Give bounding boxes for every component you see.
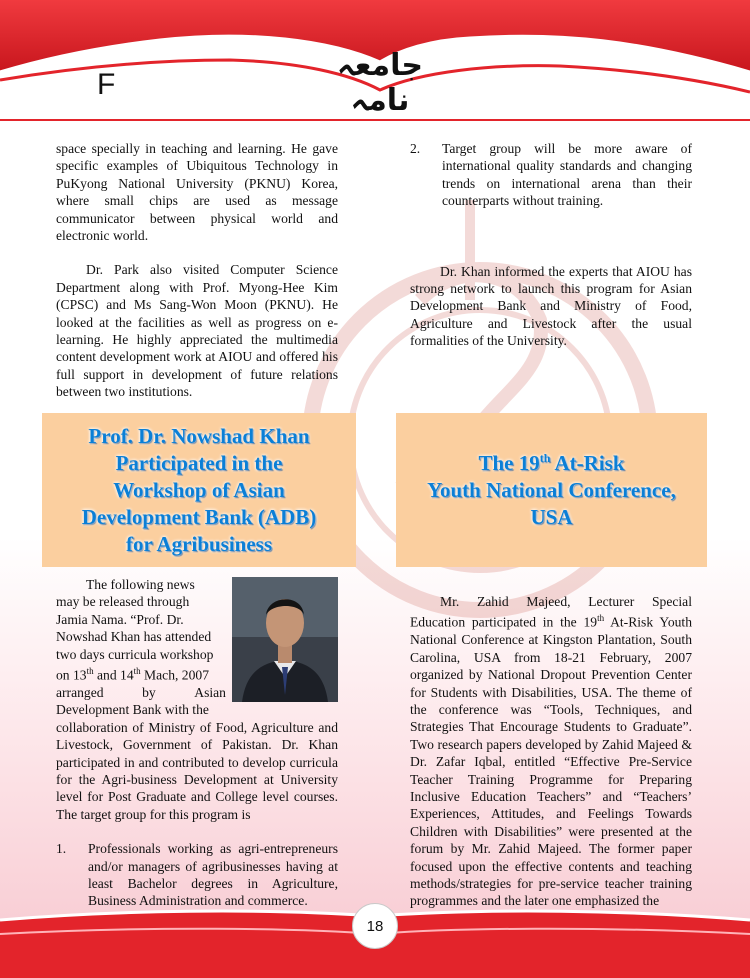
list-text: Professionals working as agri-entrepreneurs and/or managers of agribusinesses having at least Bachelor degrees in Agriculture, Business Administration and commerce. <box>88 841 338 909</box>
text-line: The following news <box>86 577 195 592</box>
paragraph: Dr. Khan informed the experts that AIOU has strong network to launch this program for Asian Development Bank and Ministry of Food, Agriculture and Livestock after the usual formalities of the University. <box>410 263 692 349</box>
headline-text: At-Risk <box>550 450 625 475</box>
text-line <box>56 684 226 701</box>
right-column-top <box>410 140 692 350</box>
headline-line: USA <box>530 504 573 529</box>
superscript: th <box>133 666 141 677</box>
list-item <box>410 140 692 210</box>
text-line: may be released through <box>56 594 190 610</box>
superscript: th <box>86 666 94 677</box>
right-story <box>410 593 692 910</box>
text: by <box>142 684 156 700</box>
left-column-top <box>56 140 338 401</box>
text: and 14 <box>93 667 134 683</box>
list-number: 2. <box>410 141 421 156</box>
headline-text: The 19 <box>478 450 540 475</box>
headline-box-right <box>396 413 707 567</box>
headline-line <box>427 450 676 477</box>
text-line: Jamia Nama. “Prof. Dr. <box>56 611 184 627</box>
headline-box-left <box>42 413 356 567</box>
paragraph: space specially in teaching and learning. He gave specific examples of Ubiquitous Technology in PuKyong National University (PKNU) Korea, where small chips are used as message communicator between physical world and electronic world. <box>56 141 338 244</box>
superscript: th <box>539 450 551 465</box>
paragraph: Dr. Park also visited Computer Science Department along with Prof. Myong-Hee Kim (CPSC) and Ms Sang-Won Moon (PKNU). He looked at the facilities as well as progress on e-learning. He highly appreciated the multimedia content development work at AIOU and offered his full support in development of future relations between two institutions. <box>56 262 338 400</box>
text-line: two days curricula workshop <box>56 646 214 662</box>
text: At-Risk Youth National Conference at Kingston Plantation, South Carolina, USA from 18-21 February, 2007 organized by National Dropout Prevention Center for Students with Disabilities, USA. The theme of the conference was “Tools, Techniques, and Strategies That Encourage Students to Graduate”. Two research papers developed by Zahid Majeed & Dr. Zafar Iqbal, entitled “Effective Pre-Service Teacher Training Programme for Preparing Inclusive Education Teachers” and “Teachers’ Experiences, Attitudes, and Feelings Towards Children with Disabilities” were presented at the forum by Mr. Zahid Majeed. The former paper focused upon the effective contents and teaching methods/strategies for pre-service teacher training programmes and the later one emphasized the <box>410 614 693 909</box>
text: Mr. Zahid Majeed, Lecturer Special Education participated in the 19 <box>410 594 692 630</box>
list-number: 1. <box>56 841 67 857</box>
text: arranged <box>56 684 104 700</box>
headline-line: Youth National Conference, <box>427 477 676 502</box>
headline-right <box>427 450 676 531</box>
text: Asian <box>194 684 226 700</box>
masthead-logo: جامعہ نامہ <box>337 48 423 118</box>
section-letter: F <box>97 68 116 101</box>
superscript: th <box>597 613 605 624</box>
paragraph <box>410 593 692 910</box>
text-line: Development Bank with the <box>56 702 209 718</box>
headline-line: Workshop of Asian <box>113 477 285 502</box>
page-number: 18 <box>352 903 398 949</box>
headline-line: Participated in the <box>115 450 283 475</box>
wrapped-lines <box>56 576 226 719</box>
text: on 13 <box>56 667 87 683</box>
headline-line: Prof. Dr. Nowshad Khan <box>88 423 310 448</box>
headline-line: for Agribusiness <box>125 531 273 556</box>
text-line: Nowshad Khan has attended <box>56 629 212 645</box>
text: Mach, 2007 <box>140 667 209 683</box>
left-story <box>56 576 338 910</box>
headline-left <box>82 423 317 558</box>
list-text: Target group will be more aware of international quality standards and changing trends on international arena than their counterparts without training. <box>442 141 692 209</box>
text-line <box>56 663 226 684</box>
paragraph: collaboration of Ministry of Food, Agriculture and Livestock, Government of Pakistan. Dr. Khan participated in and contributed to develop curricula for the Agri-business Development at University level for Post Graduate and College level courses. The target group for this program is <box>56 719 338 822</box>
headline-line: Development Bank (ADB) <box>81 504 317 529</box>
